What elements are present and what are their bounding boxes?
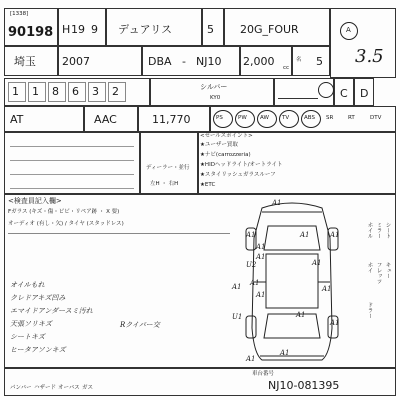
damage-label: A1 xyxy=(246,355,256,363)
damage-label: A1 xyxy=(256,243,266,251)
inspection-note: シートキズ xyxy=(10,333,45,341)
corner-stamp-letter: A xyxy=(346,26,351,34)
side-label-item: キュー xyxy=(384,262,391,279)
dealer-label: ディーラー・並行 xyxy=(146,165,190,171)
sales-point-line: ★ナビ(carrozzeria) xyxy=(200,152,251,158)
car-name: デュアリス xyxy=(118,23,173,36)
cc-unit: cc xyxy=(283,65,290,71)
doors: 5 xyxy=(207,23,214,36)
damage-label: A1 xyxy=(296,311,306,319)
color-code-underline xyxy=(278,98,318,99)
note-line xyxy=(10,146,134,147)
footer-label-4: ガス xyxy=(82,385,94,391)
score-box xyxy=(330,8,396,78)
note-extra: Rクイパー交 xyxy=(120,321,160,329)
inspection-divider xyxy=(8,233,230,234)
chassis-label: 車台番号 xyxy=(252,371,275,377)
side-label-item: シート xyxy=(384,222,391,239)
side-label: 左H ・ 右H xyxy=(150,181,179,187)
footer-label-2: ハザード xyxy=(34,385,57,391)
note-line xyxy=(10,174,134,175)
inspection-note: クレドアキズ凹み xyxy=(10,294,66,302)
price-like: 11,770 xyxy=(152,113,191,126)
inspection-note: ヒータアソンキズ xyxy=(10,346,66,354)
damage-label: A1 xyxy=(272,199,282,207)
equipment-item: DTV xyxy=(370,115,382,121)
footer-label-1: パンバー xyxy=(10,385,32,391)
mileage-digit: 8 xyxy=(52,85,59,98)
lot-label: [1338] xyxy=(10,11,29,17)
color-sub: KY0 xyxy=(210,95,221,101)
sales-points-title: <セールスポイント> xyxy=(200,133,253,139)
sales-point-line: ★スタイリッシュガラスルーフ xyxy=(200,172,276,178)
seats: 5 xyxy=(316,55,323,68)
inspection-title: <検査員記入欄> xyxy=(8,197,62,205)
damage-label: A1 xyxy=(312,259,322,267)
type-prefix: DBA xyxy=(148,55,172,68)
damage-label: A1 xyxy=(256,253,266,261)
side-label-item: ホイ xyxy=(366,262,373,273)
damage-label: A1 xyxy=(330,231,340,239)
footer-label-3: オーバス xyxy=(58,385,80,391)
inspection-note: オイルもれ xyxy=(10,281,45,289)
mileage-digit: 1 xyxy=(12,85,19,98)
notes-box xyxy=(4,132,140,194)
equipment-item: PW xyxy=(238,115,247,121)
era: H xyxy=(62,23,71,36)
equipment-item: AW xyxy=(260,115,269,121)
fuel-unit: 名 xyxy=(296,57,302,63)
handwritten-score: 3.5 xyxy=(355,46,384,67)
inspection-note: 天張ソリキズ xyxy=(10,320,52,328)
lot-number: 90198 xyxy=(8,25,54,40)
damage-label: A1 xyxy=(232,283,242,291)
inspection-note: エマイドアンダースミ汚れ xyxy=(10,307,93,315)
side-label-item: ホイル xyxy=(366,222,373,239)
side-label-item: フレッツ xyxy=(375,262,382,284)
damage-label: A1 xyxy=(322,285,332,293)
damage-label: A1 xyxy=(330,319,340,327)
mileage-digit: 3 xyxy=(92,85,99,98)
chassis-number: NJ10-081395 xyxy=(268,379,340,392)
year-num: 19 xyxy=(71,23,85,36)
region: 埼玉 xyxy=(14,55,36,68)
mileage-digit: 6 xyxy=(72,85,79,98)
damage-label: A1 xyxy=(280,349,290,357)
model-year: 2007 xyxy=(62,55,90,68)
damage-label: A1 xyxy=(246,231,256,239)
symbol-c: C xyxy=(340,87,348,100)
damage-label: A1 xyxy=(256,291,266,299)
note-line xyxy=(10,160,134,161)
inspection-row2: オーディオ (有し・欠) / タイヤ (スタッドレス) xyxy=(8,221,124,227)
inspection-row1: Fガラス (キズ・傷・ビビ・リペア跡 ・ X 要) xyxy=(8,209,120,215)
damage-label: U2 xyxy=(246,261,257,269)
side-label-item: ミラー xyxy=(375,222,382,239)
displacement: 2,000 xyxy=(243,55,275,68)
equipment-item: PS xyxy=(216,115,223,121)
mileage-digit: 1 xyxy=(32,85,39,98)
car-diagram xyxy=(222,198,362,366)
damage-label: A1 xyxy=(250,279,260,287)
chassis-code: NJ10 xyxy=(196,55,222,68)
note-line xyxy=(10,188,134,189)
month: 9 xyxy=(91,23,98,36)
symbol-d-circle xyxy=(318,82,334,98)
type-dash: - xyxy=(182,55,186,68)
equipment-item: TV xyxy=(282,115,290,121)
equipment-item: ABS xyxy=(304,115,315,121)
equipment-item: SR xyxy=(326,115,334,121)
damage-label: U1 xyxy=(232,313,243,321)
side-label-item: ドラー xyxy=(366,302,373,319)
transmission: AT xyxy=(10,113,24,126)
sales-point-line: ★HIDヘッドライト/オートライト xyxy=(200,162,283,168)
mileage-digit: 2 xyxy=(112,85,119,98)
color: シルバー xyxy=(200,83,228,91)
grade: 20G_FOUR xyxy=(240,23,299,36)
equipment-item: RT xyxy=(348,115,355,121)
aircon: AAC xyxy=(94,113,117,126)
sales-point-line: ★ETC xyxy=(200,182,216,188)
symbol-d: D xyxy=(360,87,369,100)
sales-point-line: ★ユーザー買取 xyxy=(200,142,238,148)
damage-label: A1 xyxy=(300,231,310,239)
